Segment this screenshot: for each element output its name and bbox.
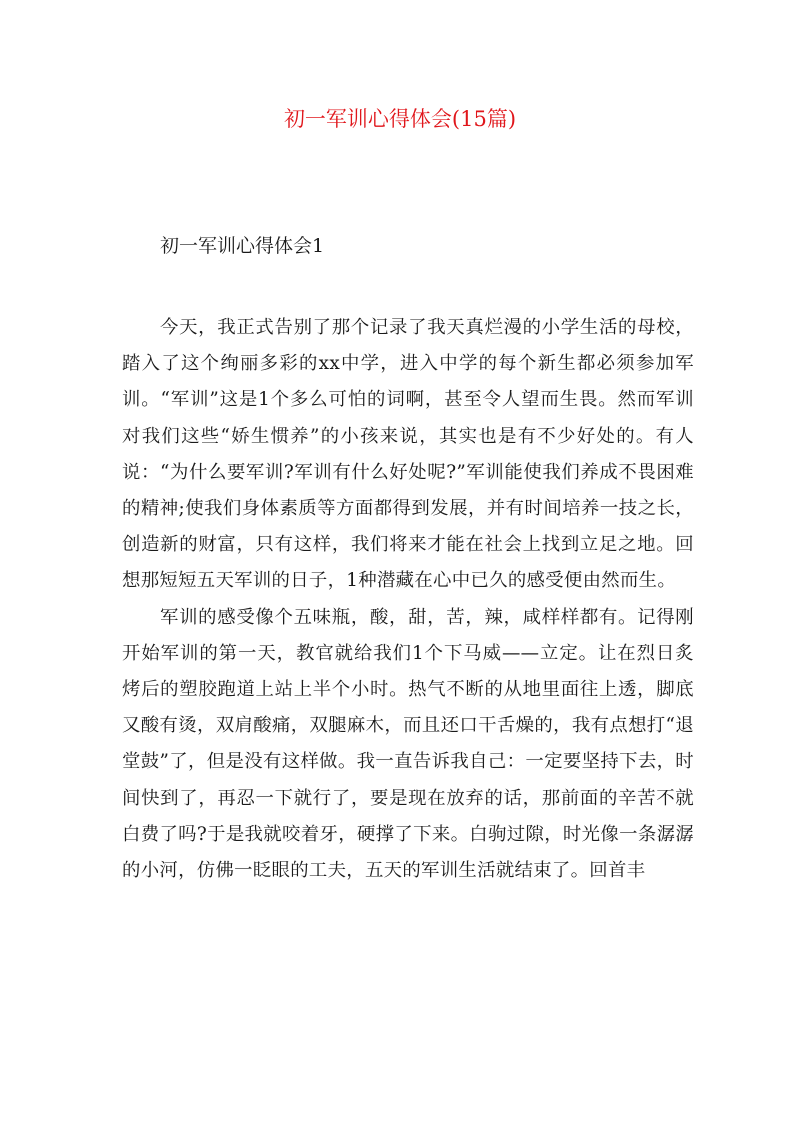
section-heading: 初一军训心得体会1: [160, 235, 325, 257]
paragraph: 军训的感受像个五味瓶，酸，甜，苦，辣，咸样样都有。记得刚开始军训的第一天，教官就给我们1个下马威——立定。让在烈日炙烤后的塑胶跑道上站上半个小时。热气不断的从地里面往上透，脚底又酸有烫，双肩酸痛，双腿麻木，而且还口干舌燥的，我有点想打“退堂鼓”了，但是没有这样做。我一直告诉我自己：一定要坚持下去，时间快到了，再忍一下就行了，要是现在放弃的话，那前面的辛苦不就白费了吗?于是我就咬着牙，硬撑了下来。白驹过隙，时光像一条潺潺的小河，仿佛一眨眼的工夫，五天的军训生活就结束了。回首丰: [122, 606, 694, 882]
document-title: 初一军训心得体会(15篇): [283, 107, 517, 131]
body-text: [122, 310, 694, 889]
paragraph: 今天，我正式告别了那个记录了我天真烂漫的小学生活的母校，踏入了这个绚丽多彩的xx中学，进入中学的每个新生都必须参加军训。“军训”这是1个多么可怕的词啊，甚至令人望而生畏。然而军训对我们这些“娇生惯养”的小孩来说，其实也是有不少好处的。有人说：“为什么要军训?军训有什么好处呢?”军训能使我们养成不畏困难的精神;使我们身体素质等方面都得到发展，并有时间培养一技之长，创造新的财富，只有这样，我们将来才能在社会上找到立足之地。回想那短短五天军训的日子，1种潜藏在心中已久的感受便由然而生。: [122, 317, 694, 592]
